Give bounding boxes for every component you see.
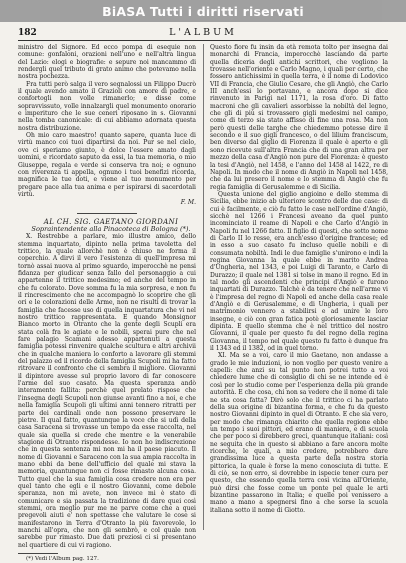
left-paragraph-4: X. Restrebbe a parlare, mio illustre amico, dello stemma inquartato, dipinto nella prima tavoletta del trittico, la quale allorchè non è chiuso ne forma il coperchio. A dirvi il vero l'esistenza di quell'impresa mi tornò assai nuova al primo sguardo, imperocchè ne pensi fidanza per giudicar senza fallo del personaggio a cui appartenne il trittico medesimo; ed anche del tempo in che fu colorato. Dove somma fu la mia sorpresa, e non fu il rincrescimento che ne accompagnò lo scoprire che gli ori e le colorazioni delle Arme, non ne risulti di trovar la famiglia che facesse uso di quella inquartatura che vi nel nostro trittico rappresentata. E quando Monsignor Bianco morto in Otranto che la gente degli Scupli era stata colà fra le agiate e le nobili, sperai pure che nel fare palagio Scamani adesso appartenuti a questa famiglia potessi rinvenire qualche scultura e altri archivii che in qualche maniera lo conforto a lavorare gli stemmi del palazzo ed il ricordo della famiglia Scupoli mi ha fatto ritrovare il confronto che ci sembra il migliore. Giovanni il dipintore avesse sul proprio lavoro di far conoscere l'arme del suo casato. Ma questa speranza andò interamente fallita: perchè quel prelato rispose che l'insegna degli Scupoli non giunse avanti fino a noi, e che nella famiglia Scupoli gli ultimi anni tennero ritratti per parte dei cardinali onde non possono preservare le pietre. Il qual fatto, quantunque la voce che si udì della casa Saracena si trovasse un tempo da esse raccolta, nel quale sia quella si crede che mentre e la venerabile stagione di Otranto rispondesse. Io non ho indiscrezione che in questa sentenza mi non mi ha il paese piacuto. Il nome di Giovanni e Saraceno con la sua ampia raccolta in mano ebbi da bene dell'ufficio del quale mi stava la memoria, quantunque non ci fosse rimasto alcuna cosa. Tutto quel che la sua famiglia cosa credere non era per quel tanto che egli e il nostro Giovanni, come debole speranza, non mi avete, non invece mi è stato di comunicare e sia passata la tradizione di dare quei così stemmi, ora meglio pur me ne parve come che a quei pregevoli aiuti e' non spettasse che valutare le cose si manifestarono in Terra d'Otranto la più favorevole, lo manchi all'opra, che non gli sembrò, e col quale non sarebbe pur rimasto. Due dati preziosi ci si presentano nel quartiere di cui vi ragiono. <box>18 233 196 549</box>
right-paragraph-3: XI. Ma se a voi, caro il mio Gaetano, non andasse a grado le mie induzioni, io non voglio per questo venire a capelli: che anzi su tal punto non potrei tutto a voi chiedere lume che di consiglio di chi se ne intende ed è così per lo studio come per l'esperienza della più grande autorità. E che cosa, chi non sa vedere che il nome di tale ne sta cosa fatta? Dirò solo che il trittico ci ha parlato della sua origine di bizantina forma, e che fu da questo nostro Giovanni dipinto in quel di Otranto. E che sia vero, per modo che rimanga chiarito che quella regione ebbe un tempo i suoi pittori, ed erano di maniera, e di scuola che per poco si direbbero greci, quantunque italiani: così ne seguita che in questo si abbiano a fare ancora molte ricerche, le quali, a mio credere, potrebbero dare grandissima luce a questa parte della nostra storia pittorica, la quale è forse la meno conosciuta di tutte. E di ciò, se non erro, si dovrebbe in ispecie tener cura per questo, che essendo quella terra così vicina all'Oriente, può dirsi che fosse come un ponte pel quale le arti bizantine passarono in Italia; e quelle poi venissero a mano a mano a spegnersi fino a che sorse la scuola italiana sotto il nome di Giotto. <box>210 352 388 514</box>
section-divider <box>77 213 137 214</box>
right-paragraph-2: Questa unione del giglio angioino e dello stemma di Sicilia, ebbe inizio ab ulteriore scontro delle due case: di cui è facilmente, e ciò fu fatto le case nell'ordine d'Angiò, sicchè nel 1266 i Francesi aveano da quel punto incominciato il reame di Napoli e che Carlo d'Angiò in Napoli fu nel 1266 fatto. Il figlio di questi, che sotto nome di Carlo II lo resse, era anch'esso d'origine francese; ed in esso a suo casato fu incluso quelle nobili e di consumata nobiltà. Indi le due famiglie s'unirono e indi la regina Giovanna la quale ebbe in marito Andrea d'Ungheria, nel 1343, e poi Luigi di Taranto, e Carlo di Durazzo; il quale nel 1381 si tolse in mano il regno. Ed in tal modo gli ascendenti che principi d'Angiò e furono inquartati di Durazzo. Talchè è da tenere che nell'arme vi è l'impresa del regno di Napoli ed anche della casa reale d'Angiò e di Gerusalemme, e di Ungheria, i quali per matrimonio vennero a stabilirsi e ad unire le loro insegne, e ciò con gran fatica potè gloriosamente lasciar dipinta. E quello stemma che è nel trittico del nostro Giovanni, il quale per questo fu del regno della regina Giovanna, il tempo nel quale questo fu fatto è dunque fra il 1343 ed il 1382, od in quel torno. <box>210 190 388 353</box>
article-subheading: Sopraintendente alla Pinacoteca di Bologna (*). <box>31 224 191 233</box>
left-column <box>18 44 196 563</box>
footnote-rule <box>18 553 58 554</box>
footnote: (*) Vedi l'Album pag. 127. <box>26 556 99 563</box>
left-paragraph-3: Oh mio caro maestro! quanto sapere, quanta luce di virtù manco coi tuoi dipartirsi da noi. Pur se nel cielo, ove ci speriamo giunto, è dolce l'essere amato dagli uomini, e ricordato saputo da essi, la tua memoria, o mio Giuseppe, regala e verde si conserva tra noi; e ognuno con riverenza ti appella, ognuno i tuoi benefizi ricorda, magnifica le tue doti, e viene al tuo monumento per pregare pace alla tua anima e per ispirarsi di sacerdotali virtù. <box>18 132 196 198</box>
right-paragraph-1: Questo fiore fu insin da età remota tolto per insegna dai monarchi di Francia, imperocchè lasciando da parte quella diceria degli antichi scrittori, che vogliono la trovasse nell'oriente e Carlo Magno, i quali per certo, che fossero antichissimi in quella terra, è il nome di Lodovico VII di Francia, che Giulio Cesare, che gli Angiò, che Carlo III anch'essi lo portavano, e ancora dopo si dice rinvenuto in Parigi nel 1171, la rosa d'oro. Di fatto macroni che gli cavalieri assorbisse la nobiltà del legno, che gli di più si trovassero gigli medesimi nel campo, come di terzo sia stato affisso di fine una rosa. Ma non però questi delle targhe che chiedemmo potesse dire il secondo e il suo gigli francesco, o del lilium franciscum, ben diverso dal giglio di Fiorenza il quale è aperto e gli sono ricevute sull'altra Francia che di una gran altra per mezzo della casa d'Angiò non pure del Fiorenza: è questo la tesi d'Angiò, nel 1458, e l'anno del 1458 al 1422, re di Napoli. In modo che il nome di Angiò in Napoli nel 1458, che da lui presero il nome e lo stemma di Angiò che fu regia famiglia di Gerusalemme e di Sicilia. <box>210 44 388 191</box>
column-separator <box>203 44 204 530</box>
article-heading: AL CH. SIG. GAETANO GIORDANI <box>43 217 179 226</box>
header-rule <box>18 40 388 41</box>
journal-title: L'ALBUM <box>169 27 237 38</box>
right-column <box>210 44 388 514</box>
page-number: 182 <box>18 28 37 38</box>
left-paragraph-2: Fra tutti però salga il vero segnalossi un Filippo Ducrò il quale avendo amato il Grazioli con amore di padre, e confortogli non volle rimanerlo; e disse come sopravvissuto, volle innalzargli quel monumento onorario e imperituro che le sue ceneri riposano in s. Giovanni nella tomba canonicale: di cui abbiamo adornata questa nostra distribuzione. <box>18 80 196 132</box>
article-signature: F. M. <box>180 199 196 207</box>
copyright-watermark: BiASA Tutti i diritti riservati <box>0 0 406 22</box>
left-paragraph-1: ministro del Signore. Ed ecco pompa di esequie non comune: gonfaloni, orazioni nell'uno e nell'altra lingua del Lazio: elogi e biografie: e sepure noi mancammo di rendergli quel tributo di grato animo che potevamo nella nostra pochezza. <box>18 44 196 81</box>
